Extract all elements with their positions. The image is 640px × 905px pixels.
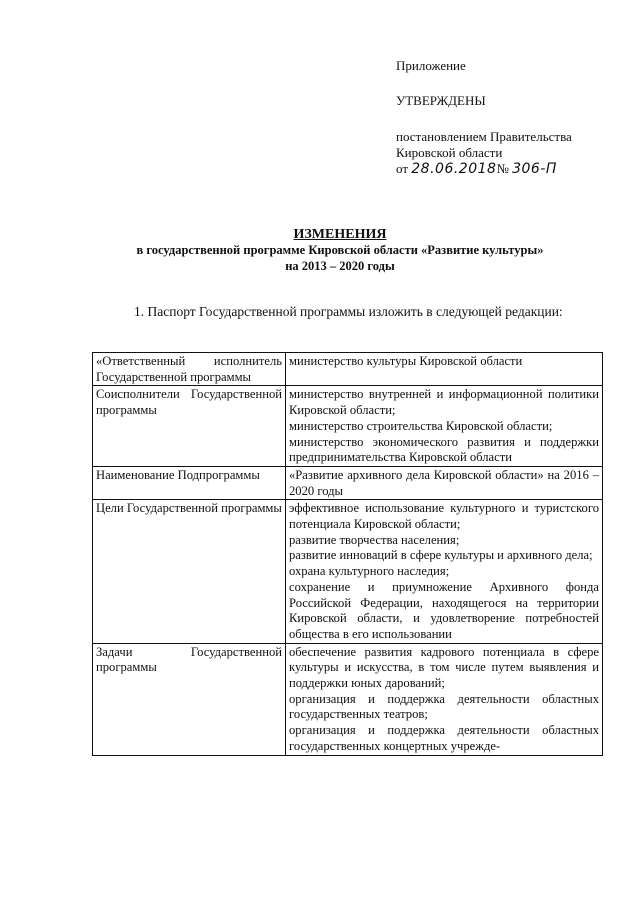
row-content <box>286 466 603 499</box>
intro-paragraph <box>94 296 600 327</box>
document-title: ИЗМЕНЕНИЯ <box>293 227 387 242</box>
document-subtitle: в государственной программе Кировской области «Развитие культуры» <box>136 243 544 257</box>
content-paragraph: развитие творчества населения; <box>289 532 460 547</box>
content-paragraph: министерство строительства Кировской области; <box>289 418 553 433</box>
content-paragraph: министерство культуры Кировской области <box>289 354 523 368</box>
content-paragraph: министерство внутренней и информационной политики Кировской области; <box>289 387 599 418</box>
content-paragraph: организация и поддержка деятельности областных государственных концертных учрежде- <box>289 723 599 753</box>
content-paragraph: развитие инноваций в сфере культуры и архивного дела; <box>289 548 593 563</box>
table-row <box>93 643 603 755</box>
appendix-label: Приложение <box>396 58 466 73</box>
row-label: «Ответственный исполнитель Государственной программы <box>93 353 286 386</box>
table-row <box>93 500 603 643</box>
table-row <box>93 353 603 386</box>
resolution-line-2: Кировской области <box>396 145 503 160</box>
resolution-date-line <box>396 161 572 177</box>
row-label: Наименование Подпрограммы <box>93 466 286 499</box>
row-content <box>286 353 603 386</box>
number-prefix: № <box>496 161 509 176</box>
row-label: Соисполнители Государственной программы <box>93 386 286 467</box>
row-content <box>286 386 603 467</box>
approved-label: УТВЕРЖДЕНЫ <box>396 93 486 108</box>
row-content <box>286 643 603 755</box>
resolution-line-1: постановлением Правительства <box>396 129 572 144</box>
row-content <box>286 500 603 643</box>
row-label: Задачи Государственной программы <box>93 643 286 755</box>
row-label: Цели Государственной программы <box>93 500 286 643</box>
date-prefix: от <box>396 161 409 176</box>
passport-table <box>92 352 603 756</box>
content-paragraph: организация и поддержка деятельности областных государственных театров; <box>289 691 599 722</box>
number-value: 306-П <box>512 161 557 177</box>
content-paragraph: обеспечение развития кадрового потенциала в сфере культуры и искусства, в том числе путем выявления и поддержки юных дарований; <box>289 644 599 691</box>
table-row <box>93 466 603 499</box>
approval-block <box>396 58 572 177</box>
content-paragraph: сохранение и приумножение Архивного фонда Российской Федерации, находящегося на территории Кировской области, и удовлетворение потребностей общества в его использовании <box>289 579 599 641</box>
content-paragraph: эффективное использование культурного и туристского потенциала Кировской области; <box>289 501 599 532</box>
content-paragraph: министерство экономического развития и поддержки предпринимательства Кировской области <box>289 434 599 465</box>
date-value: 28.06.2018 <box>411 161 497 177</box>
document-years: на 2013 – 2020 годы <box>285 259 395 273</box>
intro-text: 1. Паспорт Государственной программы изложить в следующей редакции: <box>134 304 563 319</box>
content-paragraph: «Развитие архивного дела Кировской области» на 2016 – 2020 годы <box>289 467 599 498</box>
content-paragraph: охрана культурного наследия; <box>289 564 450 579</box>
table-row <box>93 386 603 467</box>
